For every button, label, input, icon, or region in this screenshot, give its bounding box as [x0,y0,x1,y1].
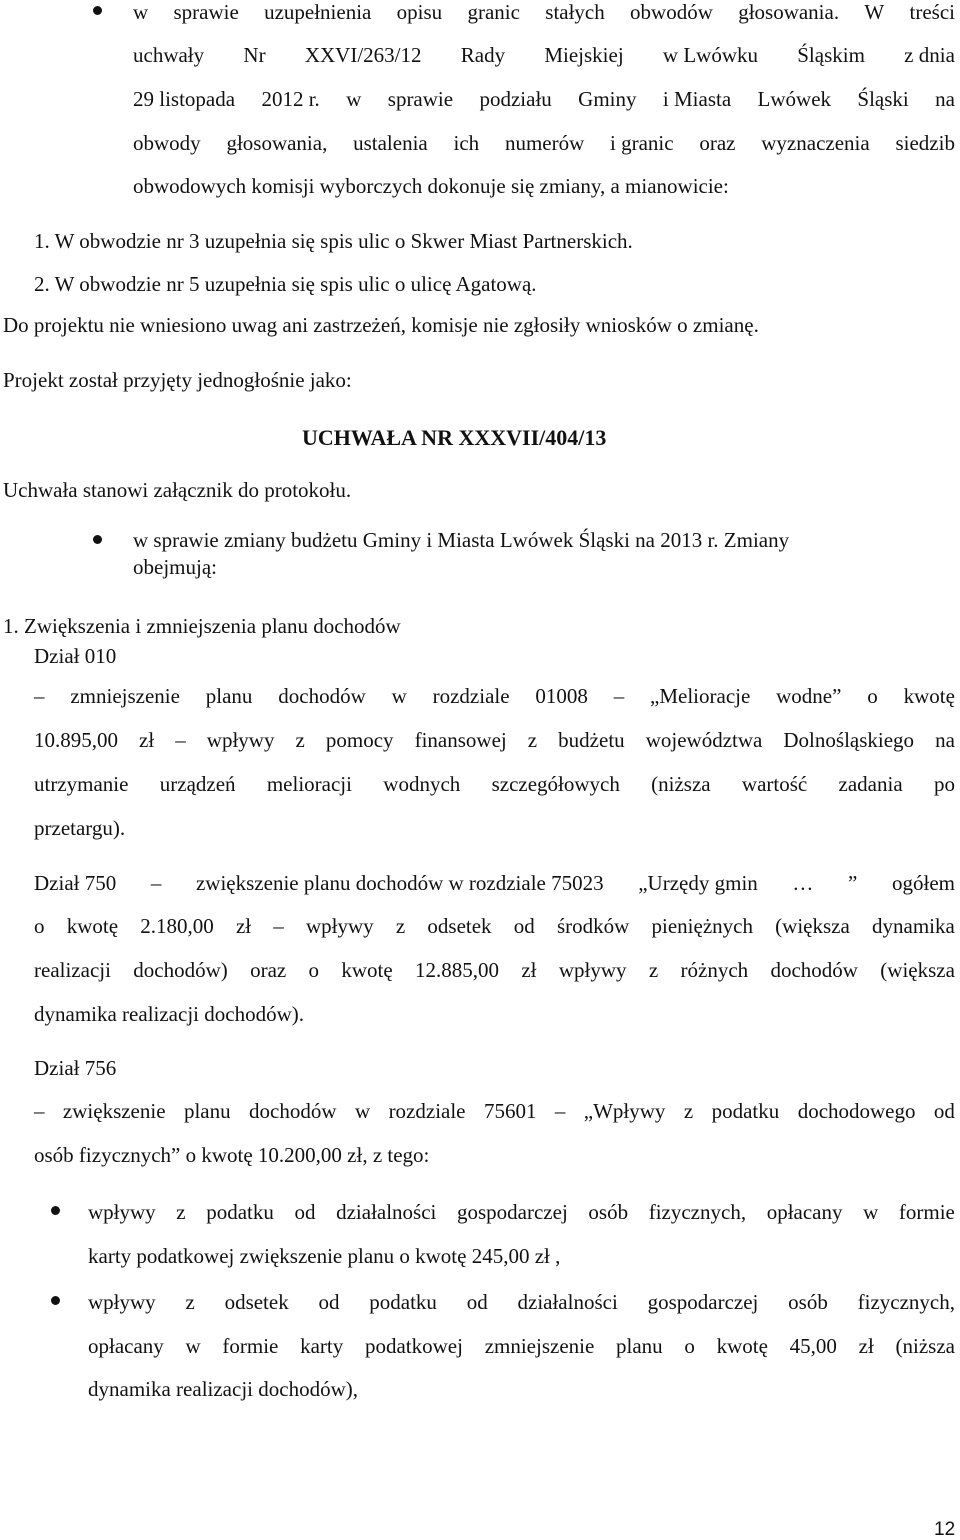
paragraph-line [34,960,955,981]
word: w Lwówku [662,43,758,67]
word: od [318,1290,340,1314]
word: planu [205,684,253,708]
word: osób [588,1200,629,1224]
word: wpływy [88,1290,156,1314]
word: Dział 750 [34,871,117,895]
word: głosowania, [226,131,328,155]
dzial-756-label: Dział 756 [34,1056,117,1080]
word: zmniejszenie [70,684,180,708]
word: zł [858,1334,874,1358]
bullet-point [51,1206,60,1215]
word: wpływy [206,728,275,752]
word: zł [521,958,537,982]
word: podatku [711,1099,780,1123]
paragraph-line [34,730,955,751]
word: zł [139,728,155,752]
paragraph-line: osób fizycznych” o kwotę 10.200,00 zł, z tego: [34,1143,430,1167]
paragraph-line: karty podatkowej zwiększenie planu o kwotę 245,00 zł , [88,1244,561,1268]
word: utrzymanie [34,772,129,796]
word: odsetek [224,1290,289,1314]
word: na [935,87,955,111]
paragraph-line [34,873,955,894]
word: 29 listopada [133,87,236,111]
word: granic [467,0,520,24]
paragraph-line [34,774,955,795]
word: oraz [250,958,287,982]
word: budżetu [558,728,625,752]
paragraph-line: dynamika realizacji dochodów). [34,1002,304,1026]
word: dochodów [770,958,858,982]
word: sprawie [173,0,239,24]
word: w [133,0,149,24]
budget-heading: 1. Zwiększenia i zmniejszenia planu dochodów [3,614,401,638]
word: ich [453,131,480,155]
word: (większa [775,914,850,938]
list-item: 1. W obwodzie nr 3 uzupełnia się spis ulic o Skwer Miast Partnerskich. [34,229,633,253]
paragraph-line: przetargu). [34,816,126,840]
word: ustalenia [353,131,428,155]
word: obwodów [630,0,713,24]
word: w [863,1200,879,1224]
word: działalności [517,1290,618,1314]
word: na [935,728,955,752]
word: dochodowego [797,1099,916,1123]
word: urządzeń [159,772,236,796]
word: kwotę [903,684,955,708]
word: 10.895,00 [34,728,118,752]
word: – [34,684,45,708]
word: zł [235,914,252,938]
word: W [864,0,885,24]
paragraph-line [133,89,955,110]
word: dochodów) [133,958,228,982]
bullet-point [51,1296,60,1305]
word: numerów [504,131,585,155]
word: różnych [680,958,749,982]
word: od [466,1290,488,1314]
word: dochodów [249,1099,337,1123]
word: karty [300,1334,344,1358]
word: 12.885,00 [415,958,500,982]
word: melioracji [266,772,352,796]
word: obwody [133,131,201,155]
word: gospodarczej [647,1290,759,1314]
word: Miejskiej [544,43,624,67]
word: formie [222,1334,279,1358]
word: Śląski [857,87,909,111]
word: wodne” [776,684,842,708]
word: kwotę [716,1334,768,1358]
word: realizacji [34,958,111,982]
word: zadania [838,772,903,796]
word: wpływy [558,958,627,982]
attachment-note: Uchwała stanowi załącznik do protokołu. [3,478,352,502]
word: kwotę [341,958,393,982]
word: stałych [545,0,605,24]
word: treści [909,0,955,24]
word: o [684,1334,695,1358]
word: dochodów [278,684,366,708]
word: fizycznych, [857,1290,955,1314]
word: szczegółowych [491,772,620,796]
word: po [933,772,955,796]
word: województwa [645,728,763,752]
paragraph-line [34,916,955,937]
word: pomocy [325,728,394,752]
word: formie [898,1200,955,1224]
word: wyznaczenia [761,131,870,155]
paragraph-line [133,45,955,66]
word: podziału [479,87,552,111]
word: opisu [396,0,443,24]
word: finansowej [414,728,507,752]
note-no-objections: Do projektu nie wniesiono uwag ani zastrzeżeń, komisje nie zgłosiły wniosków o zmianę. [3,313,759,337]
word: zmniejszenie [484,1334,595,1358]
word: „Melioracje [650,684,751,708]
word: – [613,684,625,708]
paragraph-line: obwodowych komisji wyborczych dokonuje się zmiany, a mianowicie: [133,174,729,198]
dzial-010-label: Dział 010 [34,644,117,668]
word: działalności [336,1200,437,1224]
word: planu [616,1334,663,1358]
word: ogółem [891,871,955,895]
word: „Urzędy gmin [638,871,758,895]
word: środków [556,914,630,938]
word: w [391,684,407,708]
paragraph-line [88,1336,955,1357]
word: 2.180,00 [140,914,214,938]
word: z [648,958,659,982]
word: 2012 r. [261,87,320,111]
word: – [273,914,284,938]
word: XXVI/263/12 [304,43,422,67]
word: rozdziale [388,1099,466,1123]
word: ” [848,871,858,895]
word: „Wpływy [583,1099,666,1123]
word: wodnych [383,772,461,796]
word: pieniężnych [651,914,753,938]
word: o [308,958,320,982]
word: – [150,871,162,895]
paragraph-line [133,133,955,154]
word: podatkowej [364,1334,463,1358]
paragraph-line [88,1292,955,1313]
word: – [554,1099,566,1123]
paragraph-line [34,1101,955,1122]
word: – [175,728,186,752]
word: w [346,87,362,111]
paragraph-line: dynamika realizacji dochodów), [88,1377,358,1401]
word: z [527,728,538,752]
word: uchwały [133,43,205,67]
word: podatku [206,1200,274,1224]
word: 45,00 [789,1334,837,1358]
word: 75601 [483,1099,537,1123]
word: (większa [880,958,955,982]
word: – [34,1099,45,1123]
word: kwotę [66,914,119,938]
word: 01008 [535,684,588,708]
word: z [185,1290,195,1314]
word: z [295,728,305,752]
word: opłacany [88,1334,164,1358]
bullet-point [93,535,102,544]
resolution-subject: w sprawie zmiany budżetu Gminy i Miasta Lwówek Śląski na 2013 r. Zmiany [133,528,790,552]
word: sprawie [387,87,454,111]
resolution-subject: obejmują: [133,555,217,579]
word: zwiększenie [62,1099,166,1123]
word: od [933,1099,955,1123]
word: w [354,1099,371,1123]
word: z [176,1200,186,1224]
note-accepted: Projekt został przyjęty jednogłośnie jako: [3,368,352,392]
word: i Miasta [662,87,732,111]
word: (niższa [651,772,711,796]
word: (niższa [895,1334,955,1358]
paragraph-line [88,1202,955,1223]
word: oraz [699,131,736,155]
word: … [792,871,814,895]
word: Dolnośląskiego [783,728,915,752]
paragraph-line [133,2,955,23]
word: z [683,1099,694,1123]
word: odsetek [427,914,492,938]
word: i granic [610,131,674,155]
word: wpływy [88,1200,156,1224]
word: gospodarczej [457,1200,568,1224]
page-number: 12 [934,1519,956,1540]
bullet-point [93,6,102,15]
word: opłacany [766,1200,843,1224]
word: Nr [243,43,266,67]
resolution-title: UCHWAŁA NR XXXVII/404/13 [302,425,607,450]
word: Rady [460,43,506,67]
word: od [294,1200,316,1224]
word: z [395,914,406,938]
word: wpływy [306,914,374,938]
word: Śląskim [797,43,865,67]
word: z dnia [904,43,955,67]
word: uzupełnienia [264,0,372,24]
word: w [185,1334,201,1358]
word: Lwówek [757,87,832,111]
word: Gminy [578,87,637,111]
word: głosowania. [738,0,840,24]
word: planu [183,1099,231,1123]
word: dynamika [872,914,955,938]
word: od [513,914,535,938]
word: zwiększenie planu dochodów w rozdziale 75023 [195,871,604,895]
word: siedzib [895,131,955,155]
word: o [867,684,878,708]
word: fizycznych, [648,1200,747,1224]
paragraph-line [34,686,955,707]
list-item: 2. W obwodzie nr 5 uzupełnia się spis ulic o ulicę Agatową. [34,272,537,296]
word: wartość [741,772,808,796]
word: podatku [369,1290,437,1314]
word: rozdziale [432,684,510,708]
word: osób [788,1290,828,1314]
word: o [34,914,45,938]
